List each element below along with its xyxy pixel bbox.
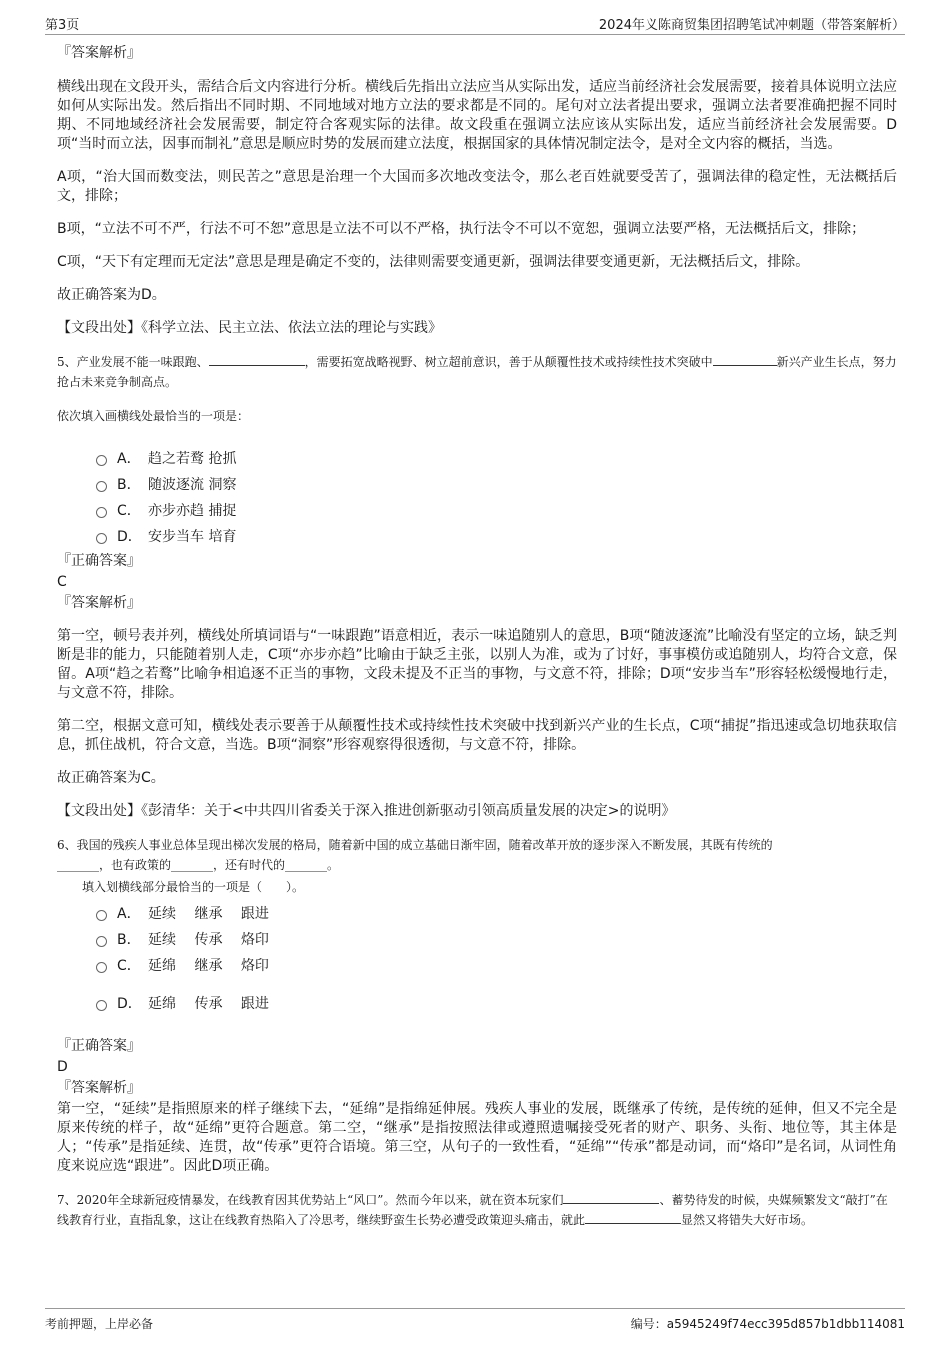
analysis-label: 『答案解析』 xyxy=(57,45,141,61)
option-a[interactable] xyxy=(57,446,897,472)
option-text: 延绵 传承 跟进 xyxy=(148,996,269,1012)
analysis-label: 『答案解析』 xyxy=(57,595,141,611)
option-text: 延续 传承 烙印 xyxy=(148,932,269,948)
question-text: ，还有时代的 xyxy=(213,858,286,872)
source-citation: 【文段出处】《彭清华：关于<中共四川省委关于深入推进创新驱动引领高质量发展的决定>的说明》 xyxy=(57,803,676,819)
fill-blank xyxy=(209,353,305,366)
option-a[interactable] xyxy=(57,901,897,927)
option-d[interactable] xyxy=(57,524,897,550)
option-letter: C． xyxy=(117,503,141,519)
question-prompt: 依次填入画横线处最恰当的一项是： xyxy=(57,409,250,423)
fill-blank: _______ xyxy=(171,858,214,872)
radio-icon[interactable] xyxy=(96,455,107,466)
radio-icon[interactable] xyxy=(96,507,107,518)
radio-icon[interactable] xyxy=(96,910,107,921)
question-prompt: 填入划横线部分最恰当的一项是（ ）。 xyxy=(82,880,305,894)
document-body xyxy=(57,44,897,1244)
radio-icon[interactable] xyxy=(96,936,107,947)
option-text: 趋之若鹜 抢抓 xyxy=(148,451,237,467)
option-d[interactable] xyxy=(57,991,897,1017)
document-id: 编号：a5945249f74ecc395d857b1dbb114081 xyxy=(630,1317,905,1331)
fill-blank xyxy=(713,353,777,366)
option-text: 延绵 继承 烙印 xyxy=(148,958,269,974)
question-text: 6、我国的残疾人事业总体呈现出梯次发展的格局，随着新中国的成立基础日渐牢固，随着改革开放的逐步深入不断发展，其既有传统的 xyxy=(57,838,773,852)
option-text: 安步当车 培育 xyxy=(148,529,237,545)
option-letter: C． xyxy=(117,958,141,974)
option-letter: B． xyxy=(117,932,141,948)
radio-icon[interactable] xyxy=(96,1000,107,1011)
question-6-stem xyxy=(57,835,897,875)
correct-answer-label: 『正确答案』 xyxy=(57,553,141,569)
option-b[interactable] xyxy=(57,927,897,953)
question-text: 5、产业发展不能一味跟跑、 xyxy=(57,355,209,369)
option-letter: D． xyxy=(117,529,142,545)
page-header xyxy=(45,10,905,35)
option-letter: A． xyxy=(117,451,141,467)
document-title: 2024年义陈商贸集团招聘笔试冲刺题（带答案解析） xyxy=(598,18,905,33)
fill-blank: _______ xyxy=(57,858,99,872)
correct-answer: D xyxy=(57,1059,68,1075)
correct-answer-label: 『正确答案』 xyxy=(57,1038,141,1054)
question-6-options xyxy=(57,901,897,1017)
option-c[interactable] xyxy=(57,498,897,524)
answer-conclusion: 故正确答案为D。 xyxy=(57,287,166,303)
page-footer xyxy=(45,1308,905,1337)
question-text: 。 xyxy=(327,858,340,872)
option-letter: A． xyxy=(117,906,141,922)
correct-answer: C xyxy=(57,574,67,590)
analysis-paragraph: C项，“天下有定理而无定法”意思是理是确定不变的，法律则需要变通更新，强调法律要变通更新，无法概括后文，排除。 xyxy=(57,254,810,270)
analysis-paragraph: A项，“治大国而数变法，则民苦之”意思是治理一个大国而多次地改变法令，那么老百姓就要受苦了，强调法律的稳定性，无法概括后文，排除； xyxy=(57,169,897,204)
analysis-paragraph: 第一空，“延续”是指照原来的样子继续下去，“延绵”是指绵延伸展。残疾人事业的发展，既继承了传统，是传统的延伸，但又不完全是原来传统的样子，故“延绵”更符合题意。第二空，“继承”是指按照法律或遵照遗嘱接受死者的财产、职务、头衔、地位等，其主体是人；“传承”是指延续、连贯，故“传承”更符合语境。第三空，从句子的一致性看，“延绵”“传承”都是动词，而“烙印”是名词，从词性角度来说应选“跟进”。因此D项正确。 xyxy=(57,1101,897,1174)
fill-blank xyxy=(563,1191,659,1204)
question-text: 、蓄势待发的时候，央媒频繁发文“敲打”在线教育行业，直指乱象，这让在线教育热陷入了冷思考，继续野蛮生长势必遭受政策迎头痛击，就此 xyxy=(57,1193,888,1227)
question-5-options xyxy=(57,446,897,550)
analysis-paragraph: 第二空，根据文意可知，横线处表示要善于从颠覆性技术或持续性技术突破中找到新兴产业的生长点，C项“捕捉”指迅速或急切地获取信息，抓住战机，符合文意，当选。B项“洞察”形容观察得很透彻，与文意不符，排除。 xyxy=(57,718,897,753)
footer-slogan: 考前押题，上岸必备 xyxy=(45,1317,154,1331)
analysis-label: 『答案解析』 xyxy=(57,1080,141,1096)
analysis-paragraph: 横线出现在文段开头，需结合后文内容进行分析。横线后先指出立法应当从实际出发，适应当前经济社会发展需要，接着具体说明立法应如何从实际出发。然后指出不同时期、不同地域对地方立法的要求都是不同的。尾句对立法者提出要求，强调立法者要准确把握不同时期、不同地域经济社会发展需要，制定符合客观实际的法律。故文段重在强调立法应该从实际出发，适应当前经济社会发展需要。D项“当时而立法，因事而制礼”意思是顺应时势的发展而建立法度，根据国家的具体情况制定法令，是对全文内容的概括，当选。 xyxy=(57,79,897,152)
analysis-paragraph: B项，“立法不可不严，行法不可不恕”意思是立法不可以不严格，执行法令不可以不宽恕，强调立法要严格，无法概括后文，排除； xyxy=(57,221,866,237)
question-text: 7、2020年全球新冠疫情暴发，在线教育因其优势站上“风口”。然而今年以来，就在资本玩家们 xyxy=(57,1193,564,1207)
question-text: ，需要拓宽战略视野、树立超前意识，善于从颠覆性技术或持续性技术突破中 xyxy=(304,355,713,369)
analysis-paragraph: 第一空，顿号表并列，横线处所填词语与“一味跟跑”语意相近，表示一味追随别人的意思，B项“随波逐流”比喻没有坚定的立场，缺乏判断是非的能力，只能随着别人走，C项“亦步亦趋”比喻由于缺乏主张，以别人为准，或为了讨好，事事模仿或追随别人，均符合文意，保留。A项“趋之若鹜”比喻争相追逐不正当的事物，文段未提及不正当的事物，与文意不符，排除；D项“安步当车”形容轻松缓慢地行走，与文意不符，排除。 xyxy=(57,628,897,701)
option-letter: D． xyxy=(117,996,142,1012)
question-text: 显然又将错失大好市场。 xyxy=(681,1213,814,1227)
source-citation: 【文段出处】《科学立法、民主立法、依法立法的理论与实践》 xyxy=(57,320,442,336)
question-text: 新兴产业生长点，努力抢占未来竞争制高点。 xyxy=(57,355,897,389)
fill-blank xyxy=(585,1211,681,1224)
radio-icon[interactable] xyxy=(96,962,107,973)
radio-icon[interactable] xyxy=(96,481,107,492)
radio-icon[interactable] xyxy=(96,533,107,544)
page-number: 第3页 xyxy=(45,18,80,33)
answer-conclusion: 故正确答案为C。 xyxy=(57,770,165,786)
option-letter: B． xyxy=(117,477,141,493)
question-5-stem xyxy=(57,352,897,392)
option-text: 亦步亦趋 捕捉 xyxy=(148,503,237,519)
option-c[interactable] xyxy=(57,953,897,979)
question-7-stem xyxy=(57,1190,897,1230)
option-b[interactable] xyxy=(57,472,897,498)
option-text: 延续 继承 跟进 xyxy=(148,906,269,922)
option-text: 随波逐流 洞察 xyxy=(148,477,237,493)
fill-blank: _______ xyxy=(285,858,328,872)
question-text: ，也有政策的 xyxy=(99,858,172,872)
